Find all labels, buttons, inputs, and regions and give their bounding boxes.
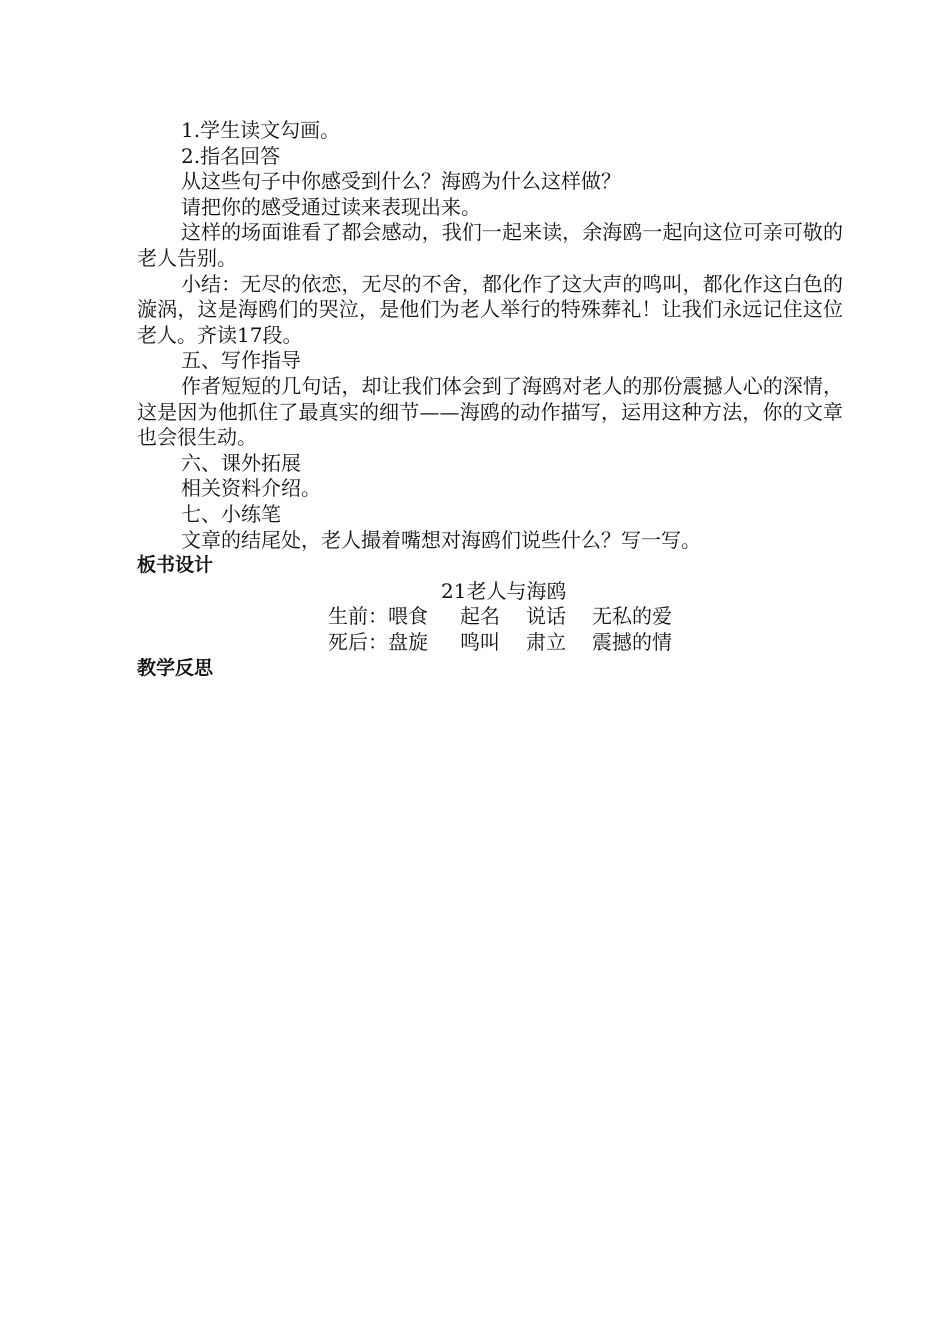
paragraph: 作者短短的几句话，却让我们体会到了海鸥对老人的那份震撼人心的深情，这是因为他抓住了最真实的细节——海鸥的动作描写，运用这种方法，你的文章也会很生动。 (137, 373, 843, 450)
paragraph: 文章的结尾处，老人撮着嘴想对海鸥们说些什么？写一写。 (181, 527, 701, 552)
paragraph: 相关资料介绍。 (181, 476, 321, 501)
section-heading-extension: 六、课外拓展 (181, 450, 301, 475)
board-cell: 无私的爱 (592, 603, 672, 628)
board-cell: 震撼的情 (592, 629, 672, 654)
paragraph: 这样的场面谁看了都会感动，我们一起来读，余海鸥一起向这位可亲可敬的老人告别。 (137, 220, 843, 270)
paragraph: 1.学生读文勾画。 (181, 118, 341, 142)
section-heading-practice: 七、小练笔 (181, 501, 281, 526)
board-cell: 生前：喂食 (328, 603, 428, 628)
board-title: 21老人与海鸥 (441, 578, 567, 603)
section-heading-writing: 五、写作指导 (181, 348, 301, 373)
paragraph: 请把你的感受通过读来表现出来。 (181, 194, 481, 219)
board-cell: 死后：盘旋 (328, 629, 428, 654)
board-design-heading: 板书设计 (137, 554, 214, 577)
paragraph-summary: 小结：无尽的依恋，无尽的不舍，都化作了这大声的鸣叫，都化作这白色的漩涡，这是海鸥们的哭泣，是他们为老人举行的特殊葬礼！让我们永远记住这位老人。齐读17段。 (137, 271, 843, 347)
board-row (328, 604, 670, 630)
paragraph: 从这些句子中你感受到什么？海鸥为什么这样做？ (181, 169, 621, 194)
board-design (137, 579, 843, 656)
document-body (137, 118, 843, 681)
board-cell: 说话 (526, 603, 566, 628)
teaching-reflection-heading: 教学反思 (137, 656, 214, 679)
board-cell: 鸣叫 (460, 629, 500, 654)
board-cell: 起名 (460, 603, 500, 628)
board-cell: 肃立 (526, 629, 566, 654)
paragraph: 2.指名回答 (181, 143, 281, 168)
board-row (328, 630, 670, 656)
